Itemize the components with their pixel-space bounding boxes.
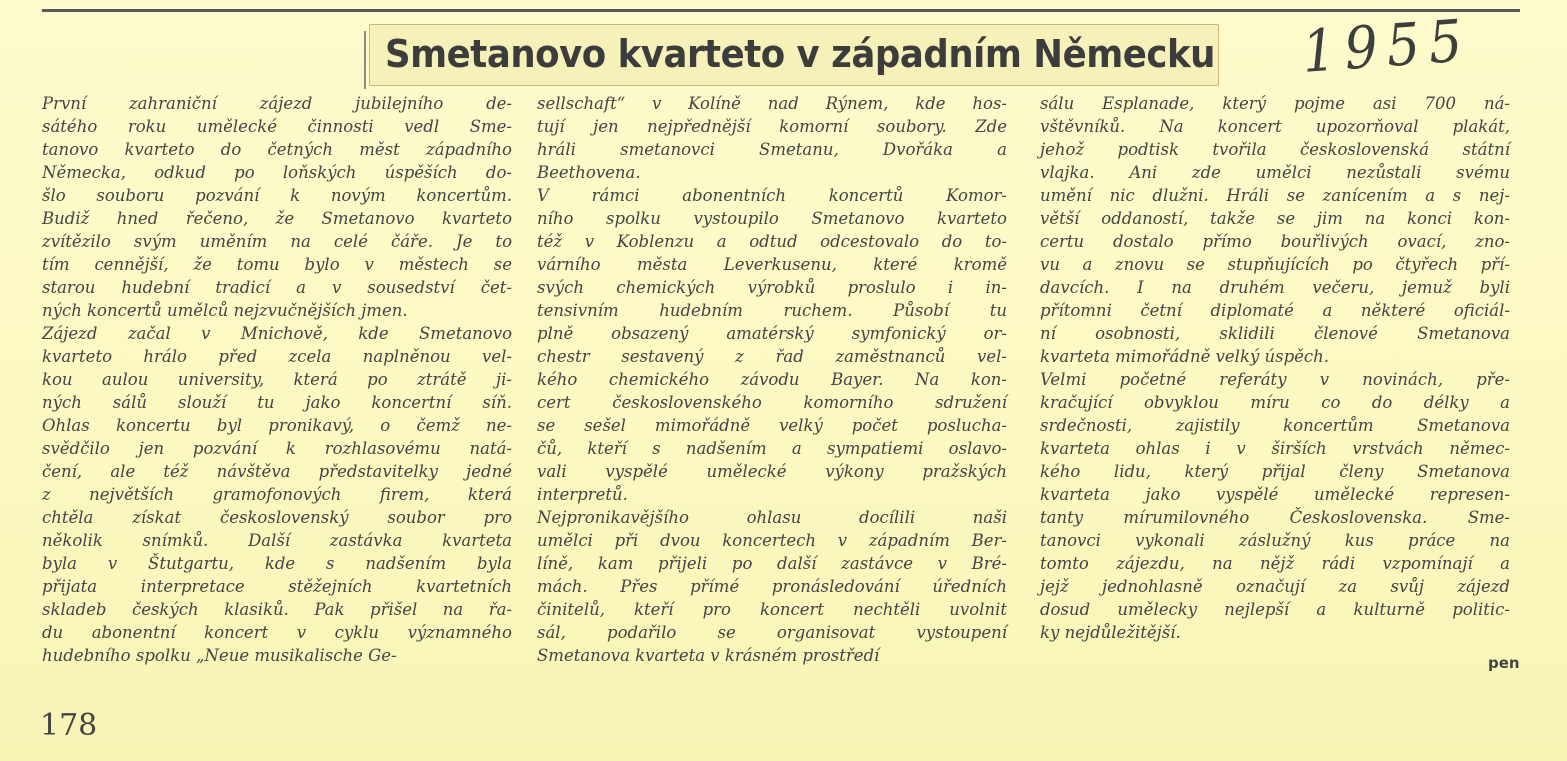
article-text-line: ných koncertů umělců nejzvučnějších jmen.: [42, 301, 408, 320]
article-text-line: kého lidu, který přijal členy Smetanova: [1040, 462, 1510, 481]
article-text-line: svých chemických výrobků proslulo i in-: [537, 278, 1007, 297]
article-text-line: jehož podtisk tvořila československá státní: [1040, 140, 1510, 159]
article-text-line: čení, ale též návštěva představitelky jedné: [42, 462, 512, 481]
handwritten-year: 1955: [1300, 6, 1474, 86]
article-text-line: kého chemického závodu Bayer. Na kon-: [537, 370, 1007, 389]
article-text-line: svědčilo jen pozvání k rozhlasovému natá-: [42, 439, 512, 458]
article-text-line: tanovci vykonali záslužný kus práce na: [1040, 531, 1510, 550]
article-text-line: jejž jednohlasně označují za svůj zájezd: [1040, 577, 1510, 596]
article-text-line: větší oddaností, takže se jim na konci kon-: [1040, 209, 1510, 228]
article-text-line: kvarteta mimořádně velký úspěch.: [1040, 347, 1330, 366]
article-text-line: První zahraniční zájezd jubilejního de-: [42, 94, 512, 113]
article-text-line: tensivním hudebním ruchem. Působí tu: [537, 301, 1007, 320]
article-text-line: tanovo kvarteto do četných měst západního: [42, 140, 512, 159]
article-text-line: du abonentní koncert v cyklu významného: [42, 623, 512, 642]
article-text-line: tanty mírumilovného Československa. Sme-: [1040, 508, 1510, 527]
article-text-line: Zájezd začal v Mnichově, kde Smetanovo: [42, 324, 512, 343]
article-text-line: Velmi početné referáty v novinách, pře-: [1040, 370, 1510, 389]
article-text-line: V rámci abonentních koncertů Komor-: [537, 186, 1007, 205]
article-text-line: interpretů.: [537, 485, 628, 504]
article-text-line: umělci při dvou koncertech v západním Ber-: [537, 531, 1007, 550]
article-text-line: z největších gramofonových firem, která: [42, 485, 512, 504]
article-text-line: davcích. I na druhém večeru, jemuž byli: [1040, 278, 1510, 297]
article-text-line: kou aulou university, která po ztrátě ji-: [42, 370, 512, 389]
article-text-line: skladeb českých klasiků. Pak přišel na řa-: [42, 600, 512, 619]
article-text-line: ního spolku vystoupilo Smetanovo kvarteto: [537, 209, 1007, 228]
article-text-line: kračující obvyklou míru co do délky a: [1040, 393, 1510, 412]
article-column-1: [42, 92, 512, 667]
article-text-line: Německa, odkud po loňských úspěších do-: [42, 163, 512, 182]
byline: pen: [1488, 654, 1520, 672]
article-text-line: tím cennější, že tomu bylo v městech se: [42, 255, 512, 274]
article-text-line: ky nejdůležitější.: [1040, 623, 1181, 642]
article-text-line: sál, podařilo se organisovat vystoupení: [537, 623, 1007, 642]
article-text-line: líně, kam přijeli po další zastávce v Bré-: [537, 554, 1007, 573]
article-text-line: srdečnosti, zajistily koncertům Smetanova: [1040, 416, 1510, 435]
article-text-line: hráli smetanovci Smetanu, Dvořáka a: [537, 140, 1007, 159]
article-text-line: vu a znovu se stupňujících po čtyřech pří-: [1040, 255, 1510, 274]
article-text-line: Ohlas koncertu byl pronikavý, o čemž ne-: [42, 416, 512, 435]
article-text-line: ných sálů slouží tu jako koncertní síň.: [42, 393, 512, 412]
article-text-line: Budiž hned řečeno, že Smetanovo kvarteto: [42, 209, 512, 228]
article-text-line: tují jen nejpřednější komorní soubory. Zde: [537, 117, 1007, 136]
article-text-line: kvarteto hrálo před zcela naplněnou vel-: [42, 347, 512, 366]
article-text-line: starou hudební tradicí a v sousedství čet-: [42, 278, 512, 297]
article-text-line: se sešel mimořádně velký počet poslucha-: [537, 416, 1007, 435]
article-text-line: kvarteta jako vyspělé umělecké represen-: [1040, 485, 1510, 504]
article-text-line: zvítězilo svým uměním na celé čáře. Je to: [42, 232, 512, 251]
article-text-line: chestr sestavený z řad zaměstnanců vel-: [537, 347, 1007, 366]
article-text-line: plně obsazený amatérský symfonický or-: [537, 324, 1007, 343]
article-text-line: sátého roku umělecké činnosti vedl Sme-: [42, 117, 512, 136]
article-text-line: umění nic dlužni. Hráli se zanícením a s nej-: [1040, 186, 1510, 205]
article-text-line: várního města Leverkusenu, které kromě: [537, 255, 1007, 274]
article-text-line: Smetanova kvarteta v krásném prostředí: [537, 646, 880, 665]
article-text-line: cert československého komorního sdružení: [537, 393, 1007, 412]
article-text-line: čů, kteří s nadšením a sympatiemi oslavo-: [537, 439, 1007, 458]
article-text-line: několik snímků. Další zastávka kvarteta: [42, 531, 512, 550]
article-text-line: též v Koblenzu a odtud odcestovalo do to-: [537, 232, 1007, 251]
article-text-line: kvarteta ohlas i v širších vrstvách němec-: [1040, 439, 1510, 458]
article-text-line: byla v Štutgartu, kde s nadšením byla: [42, 554, 512, 573]
top-rule: [42, 9, 1520, 12]
article-text-line: dosud umělecky nejlepší a kulturně politic-: [1040, 600, 1510, 619]
article-title: Smetanovo kvarteto v západním Německu: [385, 32, 1215, 76]
article-text-line: vlajka. Ani zde umělci nezůstali svému: [1040, 163, 1510, 182]
article-column-2: [537, 92, 1007, 667]
article-text-line: vštěvníků. Na koncert upozorňoval plakát,: [1040, 117, 1510, 136]
article-text-line: přítomni četní diplomaté a některé oficiál-: [1040, 301, 1510, 320]
article-text-line: tomto zájezdu, na nějž rádi vzpomínají a: [1040, 554, 1510, 573]
article-text-line: sálu Esplanade, který pojme asi 700 ná-: [1040, 94, 1510, 113]
article-column-3: [1040, 92, 1510, 644]
page-number: 178: [40, 708, 98, 743]
article-text-line: vali vyspělé umělecké výkony pražských: [537, 462, 1007, 481]
article-text-line: přijata interpretace stěžejních kvartetních: [42, 577, 512, 596]
article-text-line: Nejpronikavějšího ohlasu docílili naši: [537, 508, 1007, 527]
article-text-line: činitelů, kteří pro koncert nechtěli uvolnit: [537, 600, 1007, 619]
article-text-line: sellschaft“ v Kolíně nad Rýnem, kde hos-: [537, 94, 1007, 113]
article-text-line: šlo souboru pozvání k novým koncertům.: [42, 186, 512, 205]
article-text-line: chtěla získat československý soubor pro: [42, 508, 512, 527]
article-text-line: certu dostalo přímo bouřlivých ovací, zno-: [1040, 232, 1510, 251]
article-text-line: mách. Přes přímé pronásledování úředních: [537, 577, 1007, 596]
article-text-line: Beethovena.: [537, 163, 641, 182]
article-text-line: ní osobnosti, sklidili členové Smetanova: [1040, 324, 1510, 343]
article-text-line: hudebního spolku „Neue musikalische Ge-: [42, 646, 397, 665]
